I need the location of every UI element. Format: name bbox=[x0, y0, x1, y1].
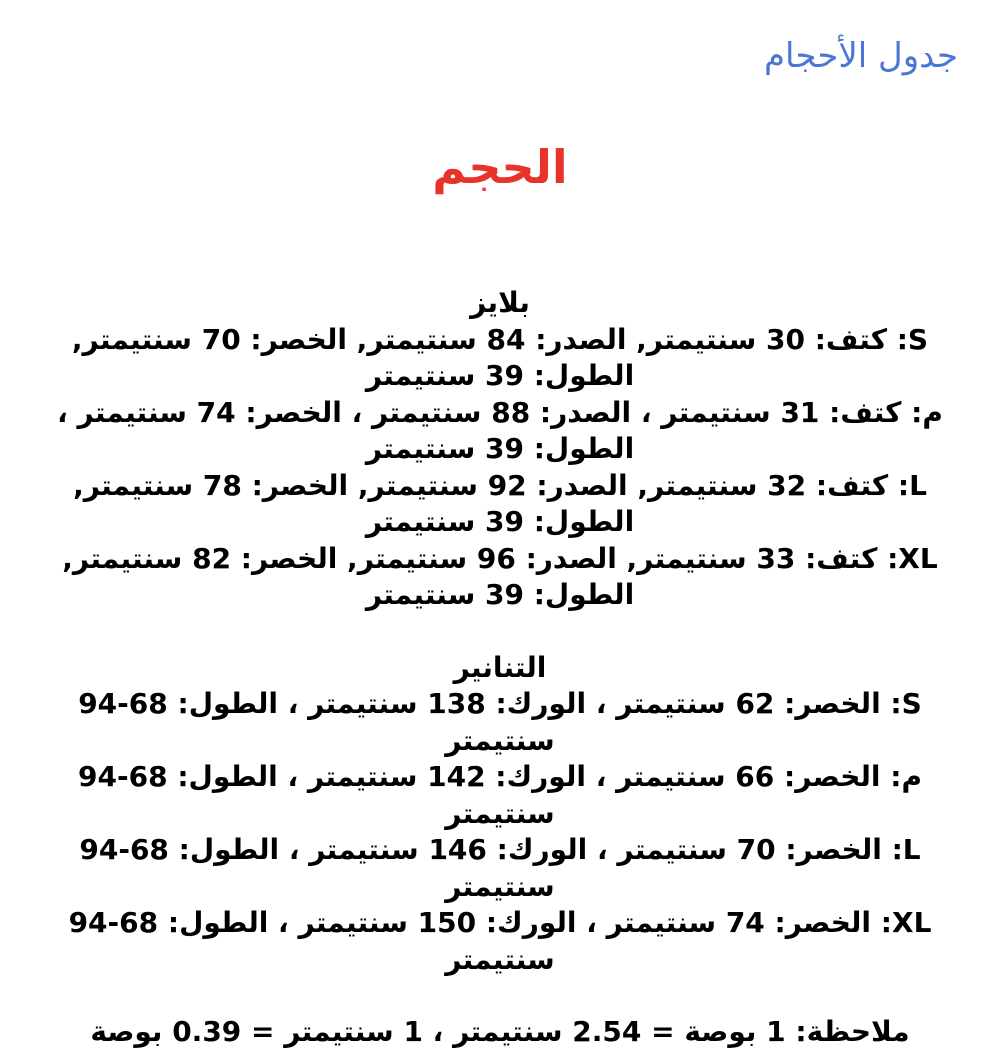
blouse-size-m: م: كتف: 31 سنتيمتر ، الصدر: 88 سنتيمتر ، الخصر: 74 سنتيمتر ، الطول: 39 سنتيمتر bbox=[57, 395, 943, 465]
section-spacer bbox=[40, 614, 960, 650]
skirt-size-s: S: الخصر: 62 سنتيمتر ، الورك: 138 سنتيمتر ، الطول: 68-94 سنتيمتر bbox=[78, 687, 922, 757]
skirt-size-m: م: الخصر: 66 سنتيمتر ، الورك: 142 سنتيمتر ، الطول: 68-94 سنتيمتر bbox=[78, 760, 922, 830]
blouse-size-xl: XL: كتف: 33 سنتيمتر, الصدر: 96 سنتيمتر, الخصر: 82 سنتيمتر, الطول: 39 سنتيمتر bbox=[62, 541, 938, 611]
skirt-size-xl: XL: الخصر: 74 سنتيمتر ، الورك: 150 سنتيمتر ، الطول: 68-94 سنتيمتر bbox=[68, 906, 932, 976]
skirt-size-l: L: الخصر: 70 سنتيمتر ، الورك: 146 سنتيمتر ، الطول: 68-94 سنتيمتر bbox=[79, 833, 921, 903]
page-header-title: جدول الأحجام bbox=[763, 36, 958, 76]
conversion-note: ملاحظة: 1 بوصة = 2.54 سنتيمتر ، 1 سنتيمتر = 0.39 بوصة bbox=[90, 1015, 910, 1048]
size-chart-content bbox=[40, 285, 960, 1051]
blouses-heading: بلايز bbox=[470, 286, 530, 319]
blouse-size-s: S: كتف: 30 سنتيمتر, الصدر: 84 سنتيمتر, الخصر: 70 سنتيمتر, الطول: 39 سنتيمتر bbox=[71, 322, 929, 392]
skirts-heading: التنانير bbox=[453, 650, 547, 684]
size-title: الحجم bbox=[432, 140, 568, 194]
blouse-size-l: L: كتف: 32 سنتيمتر, الصدر: 92 سنتيمتر, الخصر: 78 سنتيمتر, الطول: 39 سنتيمتر bbox=[73, 468, 927, 538]
section-spacer bbox=[40, 978, 960, 1014]
